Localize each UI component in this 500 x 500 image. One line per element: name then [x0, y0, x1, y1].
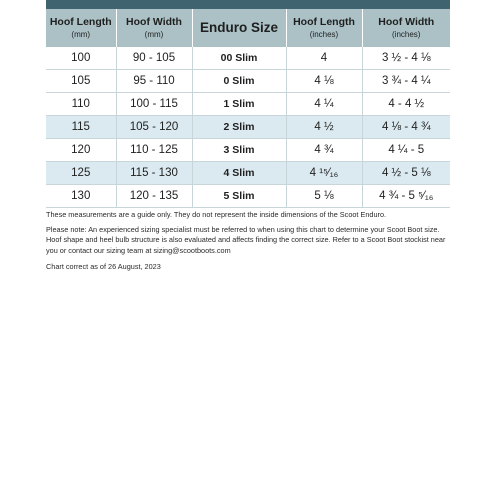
cell-hoof-length-mm: 125 — [46, 162, 116, 185]
header-unit: (mm) — [71, 30, 91, 40]
cell-enduro-size: 0 Slim — [192, 70, 286, 93]
sizing-specialist-note: Please note: An experienced sizing specialist must be referred to when using this chart to determine your Scoot Boot size. Hoof shape and heel bulb structure is also evaluated and affects finding the correct size. Refer to a Scoot Boot stockist near you or contact our sizing team at sizing@scootboots.com — [46, 224, 446, 255]
cell-hoof-width-mm: 110 - 125 — [116, 139, 192, 162]
cell-hoof-length-mm: 115 — [46, 116, 116, 139]
header-hoof-width-inches — [362, 9, 450, 47]
cell-hoof-width-inches: 4 - 4 ½ — [362, 93, 450, 116]
header-title: Hoof Length — [293, 16, 355, 29]
header-hoof-length-inches — [286, 9, 362, 47]
cell-enduro-size: 3 Slim — [192, 139, 286, 162]
cell-hoof-width-mm: 120 - 135 — [116, 185, 192, 208]
cell-hoof-length-inches: 4 ⅛ — [286, 70, 362, 93]
header-unit: (inches) — [309, 30, 339, 40]
header-title: Hoof Length — [49, 16, 112, 29]
table-header-row — [46, 9, 450, 47]
table-row — [46, 116, 450, 139]
cell-hoof-width-inches: 4 ½ - 5 ⅛ — [362, 162, 450, 185]
cell-hoof-length-inches: 4 ¼ — [286, 93, 362, 116]
cell-hoof-length-inches: 4 ¹⁵⁄₁₆ — [286, 162, 362, 185]
table-row — [46, 162, 450, 185]
cell-hoof-length-inches: 4 ½ — [286, 116, 362, 139]
header-unit: (inches) — [392, 30, 421, 40]
table-row — [46, 47, 450, 70]
enduro-size-chart-table — [46, 9, 450, 208]
cell-enduro-size: 4 Slim — [192, 162, 286, 185]
cell-hoof-width-mm: 95 - 110 — [116, 70, 192, 93]
cell-hoof-length-mm: 120 — [46, 139, 116, 162]
cell-hoof-width-inches: 4 ⅛ - 4 ¾ — [362, 116, 450, 139]
cell-hoof-length-mm: 130 — [46, 185, 116, 208]
cell-enduro-size: 1 Slim — [192, 93, 286, 116]
cell-hoof-width-mm: 90 - 105 — [116, 47, 192, 70]
header-unit: (mm) — [144, 30, 164, 40]
top-banner-bar — [46, 0, 450, 9]
cell-hoof-width-inches: 3 ¾ - 4 ¼ — [362, 70, 450, 93]
table-row — [46, 139, 450, 162]
cell-hoof-length-inches: 4 — [286, 47, 362, 70]
header-title: Hoof Width — [378, 16, 435, 29]
cell-hoof-length-mm: 100 — [46, 47, 116, 70]
guide-disclaimer: These measurements are a guide only. They do not represent the inside dimensions of the Scoot Enduro. — [46, 210, 387, 219]
header-title: Hoof Width — [126, 16, 182, 29]
header-title: Enduro Size — [199, 19, 278, 35]
chart-date-note: Chart correct as of 26 August, 2023 — [46, 262, 161, 271]
cell-hoof-width-inches: 3 ½ - 4 ⅛ — [362, 47, 450, 70]
cell-enduro-size: 2 Slim — [192, 116, 286, 139]
header-enduro-size — [192, 9, 286, 47]
header-hoof-length-mm — [46, 9, 116, 47]
cell-hoof-width-mm: 100 - 115 — [116, 93, 192, 116]
cell-hoof-length-inches: 5 ⅛ — [286, 185, 362, 208]
cell-hoof-width-mm: 115 - 130 — [116, 162, 192, 185]
cell-hoof-width-inches: 4 ¾ - 5 ⁵⁄₁₆ — [362, 185, 450, 208]
cell-enduro-size: 5 Slim — [192, 185, 286, 208]
sizing-notes — [46, 210, 452, 279]
cell-enduro-size: 00 Slim — [192, 47, 286, 70]
cell-hoof-length-mm: 105 — [46, 70, 116, 93]
table-row — [46, 70, 450, 93]
header-hoof-width-mm — [116, 9, 192, 47]
cell-hoof-width-mm: 105 - 120 — [116, 116, 192, 139]
cell-hoof-width-inches: 4 ¼ - 5 — [362, 139, 450, 162]
cell-hoof-length-inches: 4 ¾ — [286, 139, 362, 162]
cell-hoof-length-mm: 110 — [46, 93, 116, 116]
table-row — [46, 185, 450, 208]
table-row — [46, 93, 450, 116]
